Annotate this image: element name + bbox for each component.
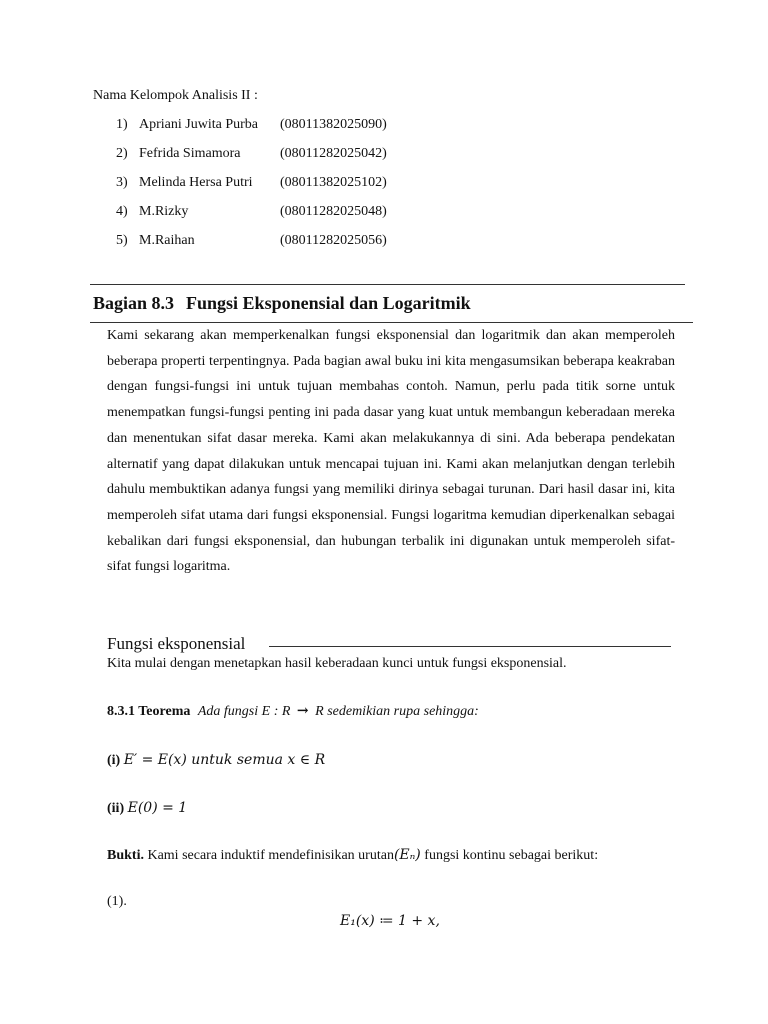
- proof-text-post: fungsi kontinu sebagai berikut:: [424, 848, 599, 863]
- theorem-item-2: [107, 800, 187, 817]
- subsection-rule: [269, 646, 671, 647]
- intro-paragraph: Kami sekarang akan memperkenalkan fungsi eksponensial dan logaritmik dan akan memperoleh beberapa properti terpentingnya. Pada bagian awal buku ini kita mengasumsikan beberapa keakraban dengan fungsi-fungsi ini untuk tujuan membahas contoh. Namun, perlu pada titik sorne untuk menempatkan fungsi-fungsi penting ini pada dasar yang kuat untuk membangun keberadaan mereka dan menentukan sifat dasar mereka. Kami akan melakukannya di sini. Ada beberapa pendekatan alternatif yang dapat dilakukan untuk mencapai tujuan ini. Kami akan melanjutkan dengan terlebih dahulu membuktikan adanya fungsi yang memiliki dirinya sebagai turunan. Dari hasil dasar ini, kita memperoleh sifat utama dari fungsi eksponensial. Fungsi logaritma kemudian diperkenalkan sebagai kebalikan dari fungsi eksponensial, dan hubungan terbalik ini digunakan untuk memperoleh sifat-sifat fungsi logaritma.: [107, 328, 675, 575]
- section-title: Fungsi Eksponensial dan Logaritmik: [186, 293, 471, 313]
- member-nim: (08011382025090): [280, 117, 387, 132]
- theorem-statement-post: R sedemikian rupa sehingga:: [315, 704, 479, 719]
- subsection-title: Fungsi eksponensial: [107, 634, 246, 653]
- proof-line: [107, 847, 598, 864]
- member-name: Fefrida Simamora: [139, 146, 241, 161]
- section-top-rule: [90, 284, 685, 285]
- item-1-label: (i): [107, 753, 121, 768]
- section-heading: [93, 292, 471, 314]
- member-number: 5): [116, 233, 128, 248]
- theorem-label: 8.3.1 Teorema: [107, 704, 191, 719]
- member-number: 4): [116, 204, 128, 219]
- theorem-line: [107, 703, 479, 720]
- sequence-symbol: (Eₙ): [393, 847, 421, 863]
- item-2-label: (ii): [107, 801, 125, 816]
- theorem-statement-pre: Ada fungsi E : R: [197, 704, 291, 719]
- item-2-expression: E(0) = 1: [127, 800, 188, 816]
- member-number: 1): [116, 117, 128, 132]
- subsection-lead: Kita mulai dengan menetapkan hasil keberadaan kunci untuk fungsi eksponensial.: [107, 656, 567, 671]
- member-number: 3): [116, 175, 128, 190]
- member-number: 2): [116, 146, 128, 161]
- arrow-right-icon: →: [296, 703, 309, 719]
- proof-text-pre: Kami secara induktif mendefinisikan urutan: [147, 848, 394, 863]
- group-title: Nama Kelompok Analisis II :: [93, 88, 258, 103]
- formula-e1: E₁(x) ≔ 1 + x,: [340, 913, 440, 929]
- member-name: M.Rizky: [139, 204, 189, 219]
- member-nim: (08011282025056): [280, 233, 387, 248]
- member-nim: (08011282025042): [280, 146, 387, 161]
- proof-label: Bukti.: [107, 848, 144, 863]
- member-name: Apriani Juwita Purba: [139, 117, 258, 132]
- member-name: Melinda Hersa Putri: [139, 175, 253, 190]
- member-nim: (08011382025102): [280, 175, 387, 190]
- item-1-expression: E′ = E(x) untuk semua x ∈ R: [123, 752, 326, 768]
- step-label: (1).: [107, 894, 127, 909]
- member-name: M.Raihan: [139, 233, 195, 248]
- member-nim: (08011282025048): [280, 204, 387, 219]
- theorem-item-1: [107, 752, 325, 769]
- section-number: Bagian 8.3: [93, 293, 175, 313]
